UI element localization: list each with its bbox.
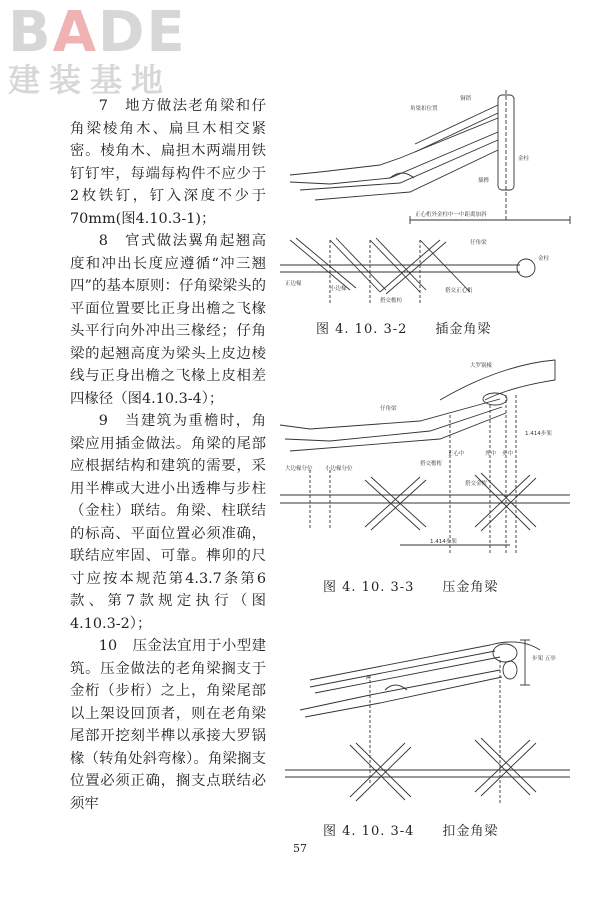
- figure-1-caption: 图 4. 10. 3-2 插金角梁: [316, 322, 492, 337]
- fig1-label-pin: 铜销: [460, 96, 472, 102]
- fig1-label-small-rafter: 小边椽: [330, 286, 347, 292]
- fig3-label-pitch: 步架 五举: [532, 656, 556, 662]
- fig1-label-main-purlin: 搭交正心桁: [445, 288, 473, 294]
- figure-3-drawing: [270, 615, 595, 815]
- fig1-label-position: 角梁扣位置: [410, 106, 438, 112]
- figure-insert-gold-beam: [270, 80, 595, 305]
- logo-wordmark: BADE: [8, 0, 187, 65]
- logo-subtitle: 建装基地: [8, 61, 173, 99]
- fig2-label-gold-purlin: 搭交金桁: [465, 481, 488, 487]
- fig2-label-step: 步中: [502, 451, 514, 457]
- fig2-label-outer: 外中: [485, 451, 497, 457]
- paragraph-9: 9 当建筑为重檐时，角梁应用插金做法。角梁的尾部应根据结构和建筑的需要，采用半榫或大进小出透榫与步柱（金柱）联结。角梁、柱联结的标高、平面位置必须准确，联结应牢固、可靠。榫卯的尺寸应按本规范第4.3.7条第6款、第7款规定执行（图4.10.3-2）；: [70, 413, 266, 632]
- figure-1-drawing: [270, 80, 595, 305]
- paragraph-8: 8 官式做法翼角起翘高度和冲出长度应遵循“冲三翘四”的基本原则：仔角梁梁头的平面位置要比正身出檐之飞椽头平行向外冲出三椽经；仔角梁的起翘高度为梁头上皮边棱线与正身出檐之飞椽上皮相差四椽径（图4.10.3-4）；: [70, 233, 266, 407]
- paragraph-7: 7 地方做法老角梁和仔角梁棱角木、扁旦木相交紧密。棱角木、扁担木两端用铁钉钉牢，每端每构件不应少于2枚铁钉，钉入深度不少于70mm(图4.10.3-1)；: [70, 98, 266, 227]
- figure-3-caption: 图 4. 10. 3-4 扣金角梁: [323, 824, 499, 839]
- fig3-label-a: A: [366, 675, 370, 681]
- fig2-label-eave-purlin: 搭交檐桁: [420, 461, 443, 467]
- fig1-label-eave-purlin: 搭交檐枋: [380, 298, 403, 304]
- body-text-column: [70, 95, 266, 815]
- figure-buckle-gold-beam: [270, 615, 595, 815]
- figure-press-gold-beam: [270, 355, 595, 570]
- page-number: 57: [293, 842, 307, 855]
- fig1-label-side-rafter: 正边椽: [285, 281, 302, 287]
- fig2-label-center: 正心中: [448, 451, 465, 457]
- fig2-label-big-rafter: 大边椽分位: [285, 466, 313, 472]
- figure-2-drawing: [270, 355, 595, 570]
- fig2-label-arched-rafter: 大罗锅椽: [470, 363, 493, 369]
- fig2-label-sub-beam: 仔角梁: [380, 406, 397, 412]
- brand-logo: [8, 0, 208, 99]
- fig2-label-step-dimension: 1.414步架: [430, 539, 457, 545]
- fig2-label-step-dimension-vertical: 1.414步架: [525, 431, 552, 437]
- fig1-label-tenon: 插榫: [478, 178, 490, 184]
- fig1-label-sub-beam: 仔角梁: [470, 240, 487, 246]
- paragraph-10: 10 压金法宜用于小型建筑。压金做法的老角梁搁支于金桁（步桁）之上，角梁尾部以上架设回顶者，则在老角梁尾部开挖刻半榫以承接大罗锅椽（转角处斜弯椽）。角梁搁支位置必须正确，搁支点联结必须牢: [70, 638, 266, 812]
- fig1-label-column: 金柱: [518, 156, 530, 162]
- fig1-label-column-plan: 金柱: [538, 256, 550, 262]
- figure-2-caption: 图 4. 10. 3-3 压金角梁: [323, 580, 499, 595]
- fig1-label-distance: 正心桁外金柱中一中距离加斜: [415, 212, 487, 218]
- fig2-label-small-rafter: 小边椽分位: [325, 466, 353, 472]
